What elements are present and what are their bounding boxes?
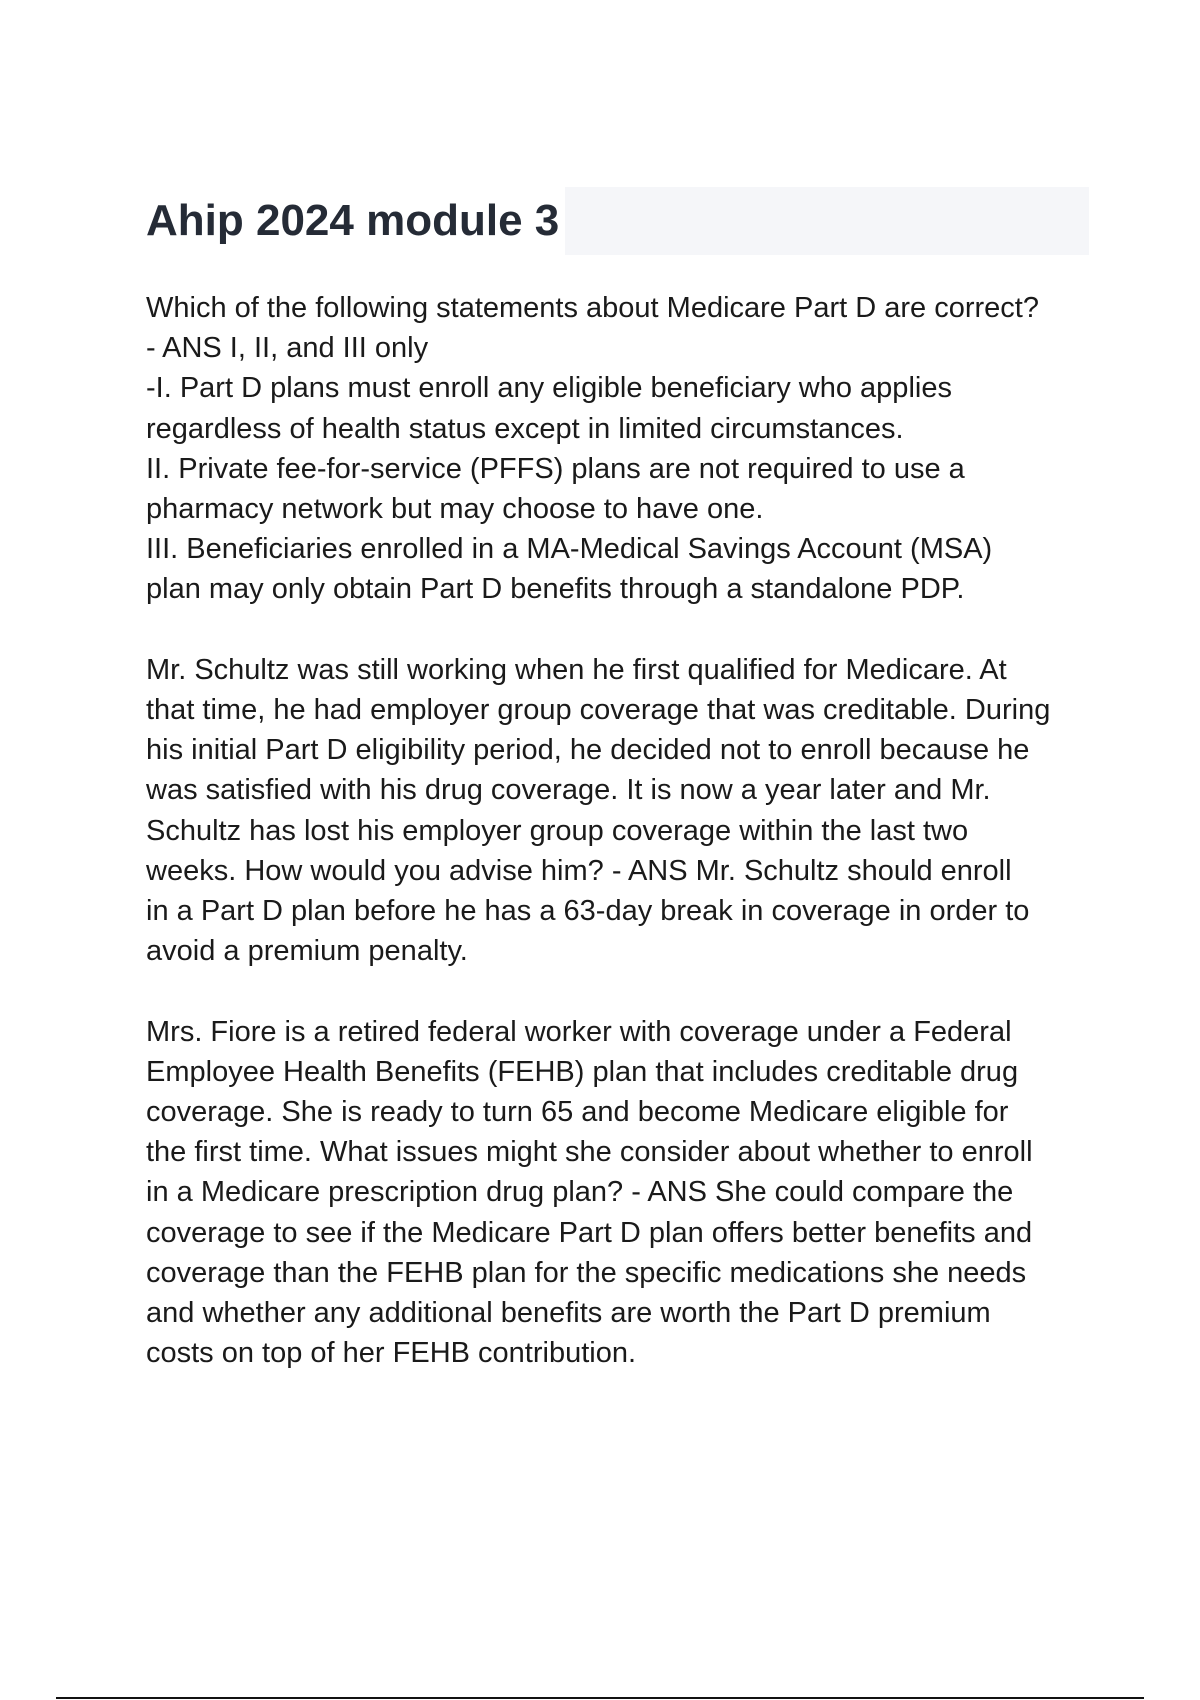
qa-text-line: III. Beneficiaries enrolled in a MA-Medical Savings Account (MSA) xyxy=(146,533,993,566)
qa-text-line: coverage. She is ready to turn 65 and become Medicare eligible for xyxy=(146,1096,1009,1129)
qa-text-line: regardless of health status except in limited circumstances. xyxy=(146,412,904,445)
qa-text-line: his initial Part D eligibility period, he decided not to enroll because he xyxy=(146,734,1030,767)
qa-text-line: -I. Part D plans must enroll any eligible beneficiary who applies xyxy=(146,372,952,405)
page-bottom-divider xyxy=(56,1697,1144,1699)
qa-text-line: was satisfied with his drug coverage. It is now a year later and Mr. xyxy=(146,774,991,807)
qa-block-part-d-statements xyxy=(146,288,1106,610)
qa-text-line: Mrs. Fiore is a retired federal worker with coverage under a Federal xyxy=(146,1015,1012,1048)
document-title: Ahip 2024 module 3 xyxy=(146,187,565,255)
qa-text-line: plan may only obtain Part D benefits through a standalone PDP. xyxy=(146,573,965,606)
qa-block-mrs-fiore xyxy=(146,1012,1106,1374)
qa-text-line: in a Medicare prescription drug plan? - ANS She could compare the xyxy=(146,1176,1014,1209)
qa-text-line: II. Private fee-for-service (PFFS) plans are not required to use a xyxy=(146,452,965,485)
qa-text-line: pharmacy network but may choose to have one. xyxy=(146,493,764,526)
qa-text-line: and whether any additional benefits are worth the Part D premium xyxy=(146,1297,991,1330)
qa-text-line: in a Part D plan before he has a 63-day break in coverage in order to xyxy=(146,895,1030,928)
qa-text-line: Mr. Schultz was still working when he first qualified for Medicare. At xyxy=(146,653,1007,686)
qa-text-line: - ANS I, II, and III only xyxy=(146,332,429,365)
qa-text-line: Schultz has lost his employer group coverage within the last two xyxy=(146,814,969,847)
document-body xyxy=(146,288,1106,1414)
qa-text-line: Employee Health Benefits (FEHB) plan that includes creditable drug xyxy=(146,1055,1019,1088)
qa-block-mr-schultz xyxy=(146,650,1106,972)
qa-text-line: costs on top of her FEHB contribution. xyxy=(146,1337,637,1370)
qa-text-line: coverage than the FEHB plan for the specific medications she needs xyxy=(146,1256,1027,1289)
qa-text-line: avoid a premium penalty. xyxy=(146,935,468,968)
qa-text-line: Which of the following statements about Medicare Part D are correct? xyxy=(146,292,1039,324)
qa-text-line: coverage to see if the Medicare Part D plan offers better benefits and xyxy=(146,1216,1033,1249)
qa-text-line: the first time. What issues might she consider about whether to enroll xyxy=(146,1136,1033,1169)
qa-text-line: that time, he had employer group coverage that was creditable. During xyxy=(146,694,1051,727)
qa-text-line: weeks. How would you advise him? - ANS Mr. Schultz should enroll xyxy=(146,854,1012,887)
